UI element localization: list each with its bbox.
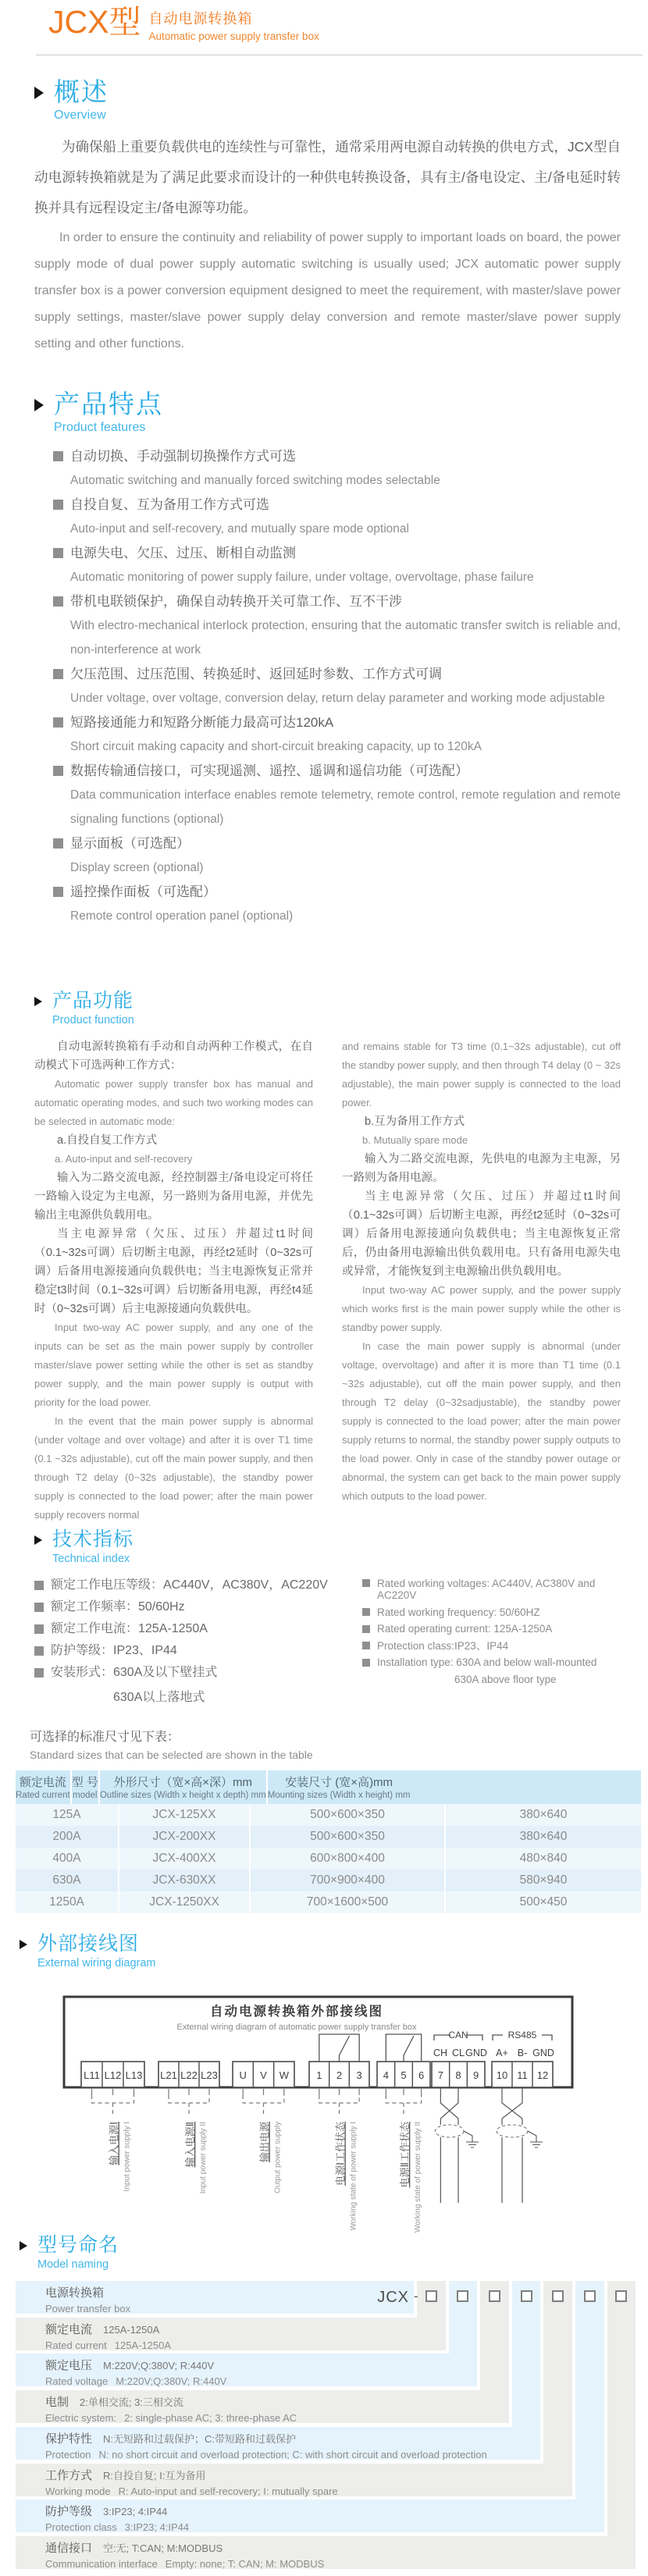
function-heading-text [52,990,134,1026]
square-bullet-icon [362,1625,370,1633]
function-columns [34,1037,621,1525]
table-row [16,1804,641,1826]
technical-item-text: Rated operating current: 125A-1250A [377,1623,553,1635]
function-paragraph: b.互为备用工作方式 [365,1115,465,1128]
section-function [34,990,621,1525]
terminal-label: 7 [437,2069,443,2081]
cell-mounting-size: 380×640 [519,1830,568,1843]
can-label: CAN [448,2030,468,2041]
terminal-label: L11 [84,2069,100,2081]
naming-row [16,2281,414,2314]
cell-rated-current: 400A [16,1848,119,1870]
table-header-en: model [73,1791,98,1800]
cell-model: JCX-200XX [119,1826,251,1848]
function-paragraph: 自动电源转换箱有手动和自动两种工作模式，在自动模式下可选两种工作方式： [34,1040,313,1072]
function-title-en: Product function [52,1013,134,1026]
feature-item [53,662,621,710]
naming-desc-en: 3:IP23; 4:IP44 [124,2521,190,2534]
naming-label-en: Working mode [45,2485,111,2497]
feature-text-cn: 短路接通能力和短路分断能力最高可达120kA [70,714,334,730]
triangle-bullet-icon [20,1940,27,1949]
wire-group-label-cn: 输入电源Ⅰ [108,2122,120,2165]
cell-outline-size: 700×900×400 [251,1870,446,1891]
section-technical [34,1528,621,1705]
technical-item [362,1623,621,1635]
terminal-label: U [239,2069,247,2081]
feature-cn-line [53,710,621,735]
sizes-intro-en: Standard sizes that can be selected are shown in the table [30,1749,313,1761]
terminal-label: 4 [383,2069,389,2081]
table-header-cn: 额定电流 [19,1776,66,1789]
square-bullet-icon [53,451,63,461]
feature-cn-line [53,662,621,686]
naming-heading-text [37,2234,119,2271]
feature-text-en: Remote control operation panel (optional) [70,909,294,923]
table-header-cell [72,1770,100,1804]
naming-code-box [425,2290,437,2302]
product-title-block [148,6,319,42]
cell-model: JCX-1250XX [119,1891,251,1913]
switch-blade-icon [340,2036,350,2062]
technical-item-text: Rated working voltages: AC440V, AC380V and AC220V [377,1577,596,1602]
technical-right-list [362,1578,621,1669]
table-header-en: Mounting sizes (Width x height) mm [267,1791,411,1800]
wire-group-label-en: Input power supply II [199,2122,208,2194]
feature-text-cn: 遥控操作面板（可选配） [70,884,216,899]
table-row [16,1848,641,1870]
technical-item [362,1606,621,1619]
overview-heading [34,78,621,123]
cell-rated-current: 125A [16,1804,119,1826]
wire-group-label-en: Output power supply [273,2122,283,2194]
wire-group-label-cn: 输入电源Ⅱ [184,2122,196,2168]
naming-row [16,2318,446,2350]
table-row [16,1891,641,1913]
naming-strip [575,2281,604,2532]
function-paragraph: In the event that the main power supply is abnormal (under voltage and over voltage) and after it is over T1 time (0.1 ~32s adjustable), cut off the main power supply, and then through T2 delay (0~32s adjustable), the standby power supply is connected to the load power; after the main power supply recovers normal [34,1414,313,1521]
table-header-cell [100,1770,268,1804]
diagram-title-en: External wiring diagram of automatic power supply transfer box [176,2023,417,2032]
cell-mounting-size: 500×450 [519,1895,568,1909]
square-bullet-icon [362,1579,370,1587]
feature-text-en: Under voltage, over voltage, conversion delay, return delay parameter and working mode adjustable [70,691,605,705]
function-paragraph: 输入为二路交流电源，先供电的电源为主电源，另一路则为备用电源。 [342,1152,621,1184]
feature-item [53,831,621,880]
twisted-pair-icon [502,2087,522,2125]
feature-item [53,493,621,541]
table-row [16,1870,641,1891]
comm-terminal-label: CL [452,2048,465,2058]
naming-label-cn: 保护特性 [45,2432,93,2446]
feature-text-en: Auto-input and self-recovery, and mutually spare mode optional [70,521,409,535]
cell-model: JCX-125XX [119,1804,251,1826]
technical-heading [34,1528,621,1565]
group-bracket [319,2095,359,2103]
table-row [16,1826,641,1848]
naming-desc-cn: M:220V;Q:380V; R:440V [103,2360,215,2372]
feature-text-en: Data communication interface enables remote telemetry, remote control, remote regulation and remote signaling functions (optional) [70,788,621,826]
ground-icon [464,2131,479,2147]
feature-text-cn: 自动切换、手动强制切换操作方式可选 [70,448,296,464]
technical-item [362,1578,621,1602]
features-title-cn: 产品特点 [54,390,163,418]
function-paragraph: a. Auto-input and self-recovery [55,1152,193,1165]
terminal-label: L13 [125,2069,143,2081]
sizes-table [16,1770,641,1913]
function-paragraph: 当主电源异常（欠压、过压）并超过t1时间（0.1~32s可调）后切断主电源，再经t2延时（0~32s可调）后备用电源接通向负载供电；当主电源恢复正常后，仍由备用电源输出供负载用电。只有备用电源失电或异常，才能恢复到主电源输出供负载用电。 [342,1190,621,1278]
twisted-pair-tail [440,2137,458,2203]
technical-title-en: Technical index [52,1552,130,1565]
naming-code-box [584,2290,596,2302]
table-header-cn: 安装尺寸 (宽×高)mm [285,1776,393,1789]
cell-mounting-size: 480×840 [519,1852,568,1865]
function-paragraph: 当主电源异常（欠压、过压）并超过t1时间（0.1~32s可调）后切断主电源，再经t2延时（0~32s可调）后备用电源接通向负载供电；当主电源恢复正常并稳定t3时间（0.1~32s可调）后切断备用电源，再经t4延时（0~32s可调）后主电源接通向负载供电。 [34,1227,313,1315]
overview-paragraph-cn: 为确保船上重要负载供电的连续性与可靠性，通常采用两电源自动转换的供电方式，JCX型自动电源转换箱就是为了满足此要求而设计的一种供电转换设备，具有主/备电设定、主/备电延时转换并具有远程设定主/备电源等功能。 [34,138,621,215]
product-title-en: Automatic power supply transfer box [148,30,319,42]
cell-model: JCX-400XX [119,1848,251,1870]
square-bullet-icon [34,1668,44,1678]
table-header-cn: 型 号 [71,1776,98,1789]
cell-rated-current: 630A [16,1870,119,1891]
wiring-heading-text [37,1933,156,1969]
group-bracket [169,2095,209,2103]
naming-row [16,2464,572,2496]
features-list [34,444,621,928]
square-bullet-icon [53,596,63,607]
group-bracket [386,2095,421,2103]
section-features [34,390,621,928]
square-bullet-icon [53,766,63,776]
technical-item [362,1656,621,1669]
naming-diagram [16,2281,640,2576]
naming-title-cn: 型号命名 [37,2234,119,2256]
feature-text-cn: 欠压范围、过压范围、转换延时、返回延时参数、工作方式可调 [70,666,442,681]
triangle-bullet-icon [34,997,42,1006]
feature-cn-line [53,880,621,904]
technical-item-text: Rated working frequency: 50/60HZ [377,1606,540,1618]
terminal-label: 3 [356,2069,362,2081]
feature-text-en: Automatic monitoring of power supply failure, under voltage, overvoltage, phase failure [70,570,534,584]
feature-text-cn: 带机电联锁保护，确保自动转换开关可靠工作、互不干涉 [70,593,402,609]
cell-outline-size: 700×1600×500 [251,1891,446,1913]
naming-heading [20,2234,119,2271]
naming-label-en: Communication interface [45,2557,158,2570]
table-header-cell [268,1770,411,1804]
cell-outline-size: 600×800×400 [251,1848,446,1870]
terminal-label: L23 [201,2069,218,2081]
naming-code-box [457,2290,468,2302]
feature-text-en: Automatic switching and manually forced switching modes selectable [70,473,440,487]
naming-desc-cn: 3:IP23; 4:IP44 [103,2506,168,2518]
comm-terminal-label: GND [532,2048,554,2058]
terminal-label: L21 [160,2069,177,2081]
triangle-bullet-icon [20,2241,27,2250]
technical-heading-text [52,1528,134,1565]
diagram-title-cn: 自动电源转换箱外部接线图 [210,2005,383,2019]
feature-item [53,541,621,589]
feature-text-cn: 显示面板（可选配） [70,835,190,851]
function-title-cn: 产品功能 [52,990,134,1012]
twisted-pair-tail [502,2137,522,2203]
function-paragraph: Input two-way AC power supply, and the power supply which works first is the main power supply while the other is standby power supply. [342,1283,621,1333]
naming-label-cn: 额定电压 [45,2359,93,2373]
feature-cn-line [53,759,621,783]
wiring-heading [20,1933,156,1969]
features-title-en: Product features [54,420,146,434]
terminal-label: 5 [401,2069,407,2081]
square-bullet-icon [53,887,63,897]
square-bullet-icon [34,1581,44,1590]
naming-label-cn: 工作方式 [45,2468,93,2482]
technical-item-continuation: 630A above floor type [454,1673,557,1685]
function-right-column [342,1037,621,1525]
function-paragraph: 输入为二路交流电源，经控制器主/备电设定可将任一路输入设定为主电源，另一路则为备用电源，并优先输出主电源供负载用电。 [34,1171,313,1222]
product-model: JCX型 [48,4,141,40]
overview-heading-text [54,78,109,123]
technical-item [34,1621,362,1637]
section-sizes [16,1727,641,1913]
terminal-label: 8 [455,2069,461,2081]
square-bullet-icon [34,1646,44,1656]
feature-item [53,444,621,493]
comm-terminal-label: GND [465,2048,487,2058]
naming-desc-en: R: Auto-input and self-recovery; I: mutually spare [118,2485,338,2497]
wiring-title-cn: 外部接线图 [37,1933,140,1955]
comm-terminal-label: CH [433,2048,448,2058]
function-paragraph: Automatic power supply transfer box has manual and automatic operating modes, and such two working modes can be selected in automatic mode: [34,1077,313,1127]
naming-row [16,2500,604,2532]
terminal-label: 9 [473,2069,479,2081]
naming-desc-en: 125A-1250A [114,2339,172,2351]
naming-code: JCX [377,2289,409,2306]
overview-title-en: Overview [54,108,106,122]
feature-text-cn: 自投自复、互为备用工作方式可选 [70,496,269,512]
naming-desc-en: M:220V;Q:380V; R:440V [116,2375,227,2388]
features-heading-text [54,390,163,435]
terminal-label: 6 [418,2069,425,2081]
switch-blade-icon [404,2036,414,2062]
product-title-cn: 自动电源转换箱 [148,11,253,27]
cell-mounting-size: 380×640 [519,1808,568,1821]
naming-dash: - [414,2289,418,2304]
naming-desc-cn: 2:单相交流; 3:三相交流 [80,2396,183,2409]
sizes-table-body [16,1804,641,1913]
naming-label-en: Power transfer box [45,2303,131,2314]
overview-title-cn: 概述 [54,77,109,106]
technical-item [34,1665,362,1681]
twisted-pair-icon [440,2087,458,2125]
function-paragraph: and remains stable for T3 time (0.1~32s adjustable), cut off the standby power supply, and then through T4 delay (0 ~ 32s adjustable), the main power supply is connected to the load power. [342,1040,621,1108]
technical-item [34,1643,362,1659]
naming-row [16,2354,477,2386]
terminal-label: V [260,2069,267,2081]
naming-desc-cn: 空:无; T:CAN; M:MODBUS [103,2542,223,2554]
technical-item-text: 额定工作电流：125A-1250A [51,1621,208,1635]
comm-terminal-label: B- [517,2048,528,2058]
terminal-label: 2 [336,2069,343,2081]
cell-outline-size: 500×600×350 [251,1804,446,1826]
technical-item-text: 额定工作电压等级：AC440V，AC380V，AC220V [51,1578,328,1592]
cell-outline-size: 500×600×350 [251,1826,446,1848]
feature-item [53,759,621,831]
wire-group-label-cn: 输出电源 [258,2122,271,2163]
naming-desc-en: 2: single-phase AC; 3: three-phase AC [124,2412,297,2425]
naming-desc-cn: 125A-1250A [103,2323,160,2336]
feature-item [53,589,621,662]
cell-rated-current: 1250A [16,1891,119,1913]
square-bullet-icon [53,548,63,558]
terminal-label: 1 [316,2069,322,2081]
sizes-table-header [16,1770,641,1804]
feature-cn-line [53,589,621,614]
technical-item-text: 防护等级：IP23、IP44 [51,1643,177,1657]
naming-desc-en: Empty: none; T: CAN; M: MODBUS [165,2557,325,2570]
technical-right-column [362,1578,621,1705]
terminal-label: 11 [517,2069,528,2081]
naming-row [16,2427,540,2460]
feature-text-cn: 数据传输通信接口，可实现遥测、遥控、遥调和遥信功能（可选配） [70,763,468,778]
technical-item [34,1578,362,1593]
function-paragraph: Input two-way AC power supply, and any one of the inputs can be set as the main power supply by controller master/slave power setting while the other is set as standby power supply, and the main power supply is output with priority for the load power. [34,1321,313,1408]
naming-label-en: Electric system: [45,2412,117,2425]
naming-desc-cn: N:无短路和过载保护；C:带短路和过载保护 [103,2432,297,2445]
group-bracket [92,2095,134,2103]
rs485-label: RS485 [507,2030,537,2041]
feature-text-en: Short circuit making capacity and short-circuit breaking capacity, up to 120kA [70,739,482,753]
square-bullet-icon [362,1608,370,1616]
section-overview [34,78,621,358]
square-bullet-icon [53,838,63,849]
function-paragraph: In case the main power supply is abnormal (under voltage, overvoltage) and after it is more than T1 time (0.1 ~32s adjustable), cut off the main power supply, and then through T2 delay (0~32sadjustable), the standby power supply is connected to the load power; after the main power supply returns to normal, the standby power supply outputs to the load power. Only in case of the standby power outage or abnormal, the system can get back to the main power supply which outputs to the load power. [342,1340,621,1502]
wire-group-label-cn: 电源Ⅰ工作状态 [334,2122,347,2186]
technical-left-list [34,1578,362,1681]
naming-label-cn: 通信接口 [45,2541,93,2555]
square-bullet-icon [53,669,63,679]
cell-rated-current: 200A [16,1826,119,1848]
naming-code-box [521,2290,532,2302]
naming-row [16,2536,636,2569]
terminal-label: L22 [180,2069,198,2081]
feature-item [53,710,621,759]
shield-icon [435,2125,464,2137]
triangle-bullet-icon [34,399,44,411]
technical-columns [34,1578,621,1705]
terminal-label: 12 [536,2069,549,2081]
naming-label-cn: 额定电流 [45,2322,93,2336]
table-header-cn: 外形尺寸（宽×高×深）mm [113,1776,253,1789]
overview-paragraph-en: In order to ensure the continuity and reliability of power supply to important loads on board, the power supply mode of dual power supply automatic switching is usually used; JCX automatic power supply transfer box is a power conversion equipment designed to meet the requirement, with master/slave power supply settings, master/slave power supply delay conversion and remote master/slave power supply setting and other functions. [34,230,621,350]
feature-cn-line [53,541,621,565]
comm-terminal-label: A+ [496,2048,508,2058]
technical-title-cn: 技术指标 [52,1528,134,1550]
naming-label-en: Rated current [45,2339,107,2351]
square-bullet-icon [34,1624,44,1634]
technical-left-column [34,1578,362,1705]
naming-label-en: Protection class [45,2521,117,2534]
wiring-title-en: External wiring diagram [37,1956,156,1969]
technical-item-text: 安装形式：630A及以下壁挂式 [51,1665,218,1679]
naming-row [16,2390,509,2423]
feature-cn-line [53,444,621,468]
naming-label-en: Protection [45,2448,91,2460]
naming-strip [607,2281,636,2569]
wire-group-label-en: Working state of power supply II [414,2122,422,2233]
naming-label-en: Rated voltage [45,2375,109,2388]
square-bullet-icon [53,500,63,510]
technical-item-text: Installation type: 630A and below wall-mounted [377,1656,597,1669]
technical-item-text: 额定工作频率：50/60Hz [51,1599,185,1614]
cell-model: JCX-630XX [119,1870,251,1891]
function-paragraph: b. Mutually spare mode [362,1133,468,1146]
features-heading [34,390,621,435]
wire-group-label-cn: 电源Ⅱ工作状态 [399,2122,411,2188]
sizes-intro-cn: 可选择的标准尺寸见下表： [30,1731,180,1744]
triangle-bullet-icon [34,87,44,99]
feature-text-cn: 电源失电、欠压、过压、断相自动监测 [70,545,296,560]
feature-text-en: With electro-mechanical interlock protection, ensuring that the automatic transfer switch is reliable and, non-interference at work [70,618,621,656]
shield-icon [497,2125,528,2137]
feature-cn-line [53,831,621,856]
function-paragraph: a.自投自复工作方式 [57,1133,158,1147]
page-header [48,6,319,42]
naming-label-cn: 电制 [45,2396,69,2410]
square-bullet-icon [53,717,63,728]
technical-item-continuation: 630A以上落地式 [113,1690,205,1704]
technical-item [362,1640,621,1653]
triangle-bullet-icon [34,1535,42,1545]
naming-label-cn: 电源转换箱 [45,2286,105,2300]
table-header-cell [16,1770,72,1804]
naming-desc-en: N: no short circuit and overload protection; C: with short circuit and overload protection [98,2448,487,2460]
group-bracket [243,2095,284,2103]
feature-cn-line [53,493,621,517]
terminal-label: W [279,2069,289,2081]
feature-text-en: Display screen (optional) [70,860,204,874]
technical-item [34,1599,362,1615]
wire-group-label-en: Input power supply I [123,2122,132,2192]
naming-code-box [615,2290,627,2302]
square-bullet-icon [362,1642,370,1649]
wiring-diagram [62,1995,578,2239]
terminal-label: L12 [104,2069,122,2081]
feature-item [53,880,621,928]
square-bullet-icon [362,1659,370,1667]
wire-group-label-en: Working state of power supply I [349,2122,358,2231]
terminal-label: 10 [496,2069,508,2081]
technical-item-text: Protection class:IP23、IP44 [377,1639,509,1652]
cell-mounting-size: 580×940 [519,1873,568,1887]
function-heading [34,990,621,1026]
ground-icon [528,2131,543,2147]
naming-title-en: Model naming [37,2258,109,2271]
table-header-en: Rated current [16,1791,70,1800]
square-bullet-icon [34,1603,44,1612]
naming-code-box [489,2290,500,2302]
naming-desc-cn: R:自投自复; I:互为备用 [103,2469,206,2482]
naming-code-box [552,2290,564,2302]
function-left-column [34,1037,313,1525]
naming-label-cn: 防护等级 [45,2505,93,2519]
table-header-en: Outline sizes (Width x height x depth) mm [99,1791,266,1800]
